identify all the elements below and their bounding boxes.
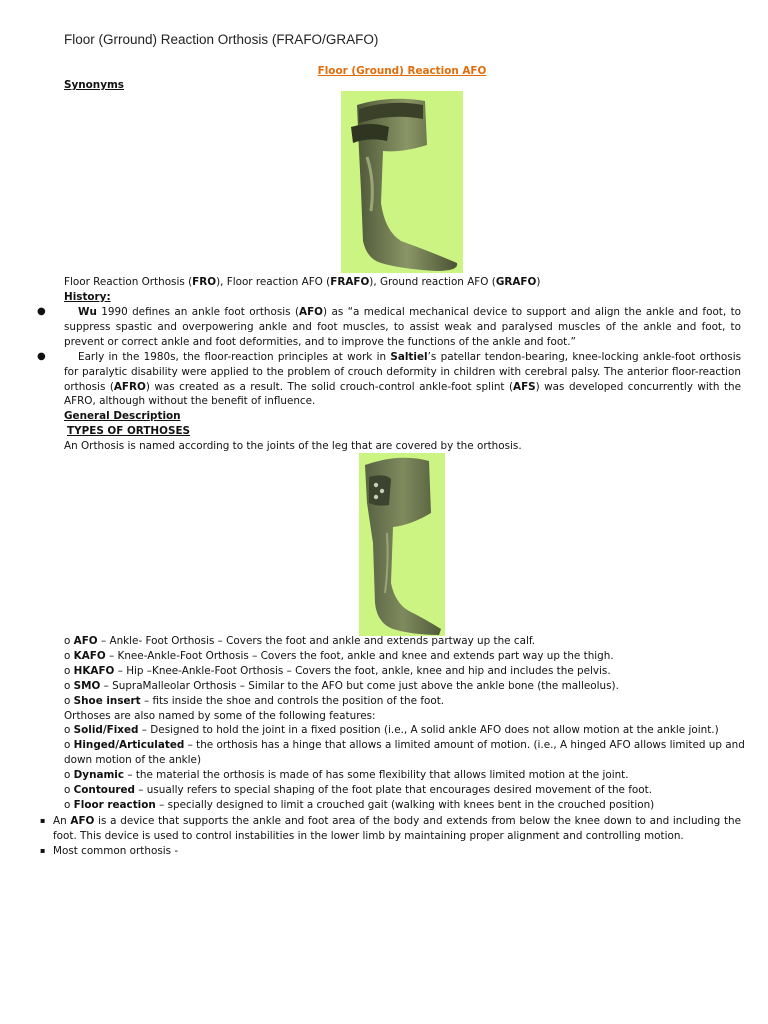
list-item: o Dynamic – the material the orthosis is made of has some flexibility that allows limited motion at the joint. bbox=[64, 769, 629, 782]
figure-afo-image bbox=[359, 453, 445, 636]
square-bullet-glyph: ▪ bbox=[40, 816, 46, 825]
history-list bbox=[37, 305, 741, 409]
list-item: o Solid/Fixed – Designed to hold the joint in a fixed position (i.e., A solid ankle AFO does not allow motion at the ankle joint.) bbox=[64, 724, 719, 737]
figure-grafo-image bbox=[341, 91, 463, 273]
features-intro: Orthoses are also named by some of the following features: bbox=[64, 709, 376, 722]
history-item-saltiel: ● Early in the 1980s, the floor-reaction principles at work in Saltiel’s patellar tendon-bearing, knee-locking ankle-foot orthosis for paralytic disability were applied to the problem of crouch deformity in children with cerebral palsy. The anterior floor-reaction orthosis (AFRO) was created as a result. The solid crouch-control ankle-foot splint (AFS) was developed concurrently with the AFRO, although without the benefit of influence. bbox=[37, 350, 741, 408]
types-heading: TYPES OF ORTHOSES bbox=[67, 425, 191, 437]
list-item: o Shoe insert – fits inside the shoe and controls the position of the foot. bbox=[64, 694, 445, 707]
list-item: o Hinged/Articulated – the orthosis has a hinge that allows a limited amount of motion. (i.e., A hinged AFO allows limited up and down motion of the ankle) bbox=[64, 739, 745, 767]
orthosis-image bbox=[341, 91, 463, 273]
list-item: o HKAFO – Hip –Knee-Ankle-Foot Orthosis – Covers the foot, ankle, knee and hip and includes the pelvis. bbox=[64, 664, 611, 677]
list-item: o AFO – Ankle- Foot Orthosis – Covers the foot and ankle and extends partway up the calf. bbox=[64, 635, 536, 647]
afo-bullets bbox=[40, 814, 741, 859]
list-item: ▪ Most common orthosis - bbox=[40, 844, 179, 857]
square-bullet-glyph: ▪ bbox=[40, 845, 46, 855]
general-description-heading: General Description bbox=[64, 410, 181, 422]
types-list bbox=[64, 634, 749, 813]
subtitle-link: Floor (Ground) Reaction AFO bbox=[317, 65, 487, 77]
list-item: o KAFO – Knee-Ankle-Foot Orthosis – Covers the foot, ankle and knee and extends part way up the thigh. bbox=[64, 649, 614, 662]
synonyms-line: Floor Reaction Orthosis (FRO), Floor reaction AFO (FRAFO), Ground reaction AFO (GRAFO) bbox=[64, 276, 541, 288]
types-intro: An Orthosis is named according to the joints of the leg that are covered by the orthosis. bbox=[64, 440, 522, 452]
list-item: ▪ An AFO is a device that supports the ankle and foot area of the body and extends from below the knee down to and including the foot. This device is used to control instabilities in the lower limb by maintaining proper alignment and controlling motion. bbox=[40, 815, 741, 842]
list-item: o SMO – SupraMalleolar Orthosis – Similar to the AFO but come just above the ankle bone (the malleolus). bbox=[64, 679, 619, 692]
list-item: o Contoured – usually refers to special shaping of the foot plate that encourages desired movement of the foot. bbox=[64, 784, 652, 797]
history-item-wu: ● Wu 1990 defines an ankle foot orthosis (AFO) as “a medical mechanical device to support and align the ankle and foot, to suppress spastic and overpowering ankle and foot muscles, to assist weak and paralysed muscles of the ankle and foot, to prevent or correct ankle and foot deformities, and to improve the functions of the ankle and foot.” bbox=[37, 306, 741, 348]
list-item: o Floor reaction – specially designed to limit a crouched gait (walking with knees bent in the crouched position) bbox=[64, 798, 655, 811]
orthosis-image bbox=[359, 453, 445, 636]
history-heading: History: bbox=[64, 291, 111, 303]
synonyms-heading: Synonyms bbox=[64, 79, 124, 91]
page-title: Floor (Grround) Reaction Orthosis (FRAFO/GRAFO) bbox=[64, 32, 379, 47]
bullet-glyph: ● bbox=[37, 350, 46, 362]
bullet-glyph: ● bbox=[37, 306, 46, 317]
